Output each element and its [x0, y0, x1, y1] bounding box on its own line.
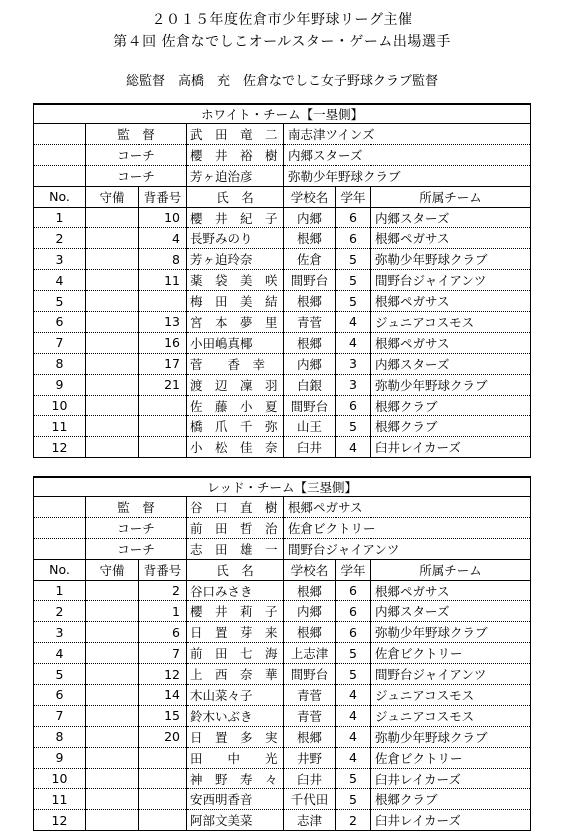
player-position: [86, 374, 139, 395]
player-name: 菅 香 幸: [187, 353, 284, 374]
player-row: [34, 353, 531, 374]
player-grade: 5: [336, 416, 371, 437]
player-name: 日 置 多 実: [187, 726, 284, 747]
staff-role: コーチ: [86, 517, 187, 538]
player-row: [34, 416, 531, 437]
player-row: [34, 312, 531, 333]
white-team-table: [33, 103, 531, 458]
staff-spacer: [34, 165, 86, 186]
player-school: 間野台: [284, 270, 336, 291]
player-team: 佐倉ビクトリー: [371, 747, 531, 768]
player-position: [86, 395, 139, 416]
player-row: [34, 395, 531, 416]
player-name: 櫻 井 紀 子: [187, 207, 284, 228]
player-grade: 4: [336, 685, 371, 706]
staff-team: 佐倉ビクトリー: [284, 517, 531, 538]
player-team: 臼井レイカーズ: [371, 768, 531, 789]
player-name: 薬 袋 美 咲: [187, 270, 284, 291]
player-row: [34, 643, 531, 664]
player-school: 根郷: [284, 291, 336, 312]
player-school: 千代田: [284, 789, 336, 810]
staff-name: 芳ヶ迫治彦: [187, 165, 284, 186]
player-school: 佐倉: [284, 249, 336, 270]
player-uniform-number: 12: [139, 664, 187, 685]
general-director: 総監督 高橋 充 佐倉なでしこ女子野球クラブ監督: [125, 74, 438, 89]
player-no: 3: [34, 622, 86, 643]
player-row: [34, 374, 531, 395]
player-position: [86, 747, 139, 768]
player-name: 阿部文美菜: [187, 810, 284, 831]
team-title: ホワイト・チーム【一塁側】: [34, 104, 531, 124]
player-uniform-number: 13: [139, 312, 187, 333]
player-name: 櫻 井 莉 子: [187, 601, 284, 622]
player-grade: 6: [336, 580, 371, 601]
player-uniform-number: [139, 395, 187, 416]
staff-name: 前 田 哲 治: [187, 517, 284, 538]
player-team: 間野台ジャイアンツ: [371, 270, 531, 291]
player-team: 弥勒少年野球クラブ: [371, 726, 531, 747]
player-school: 根郷: [284, 726, 336, 747]
player-no: 2: [34, 601, 86, 622]
player-school: 青菅: [284, 705, 336, 726]
player-school: 間野台: [284, 664, 336, 685]
player-uniform-number: 11: [139, 270, 187, 291]
staff-row: [34, 165, 531, 186]
staff-spacer: [34, 144, 86, 165]
player-grade: 5: [336, 270, 371, 291]
player-uniform-number: 14: [139, 685, 187, 706]
staff-role: 監 督: [86, 497, 187, 518]
player-grade: 5: [336, 789, 371, 810]
player-uniform-number: 6: [139, 622, 187, 643]
staff-role: コーチ: [86, 144, 187, 165]
player-uniform-number: 7: [139, 643, 187, 664]
player-uniform-number: [139, 416, 187, 437]
player-no: 5: [34, 664, 86, 685]
player-uniform-number: 15: [139, 705, 187, 726]
player-uniform-number: [139, 810, 187, 831]
player-position: [86, 291, 139, 312]
column-header: 学年: [336, 186, 371, 207]
column-header: 守備: [86, 186, 139, 207]
player-position: [86, 270, 139, 291]
player-school: 井野: [284, 747, 336, 768]
player-position: [86, 789, 139, 810]
player-no: 4: [34, 270, 86, 291]
player-position: [86, 207, 139, 228]
player-grade: 3: [336, 353, 371, 374]
player-row: [34, 580, 531, 601]
column-header: 氏 名: [187, 186, 284, 207]
player-grade: 6: [336, 601, 371, 622]
player-school: 志津: [284, 810, 336, 831]
player-no: 8: [34, 726, 86, 747]
player-row: [34, 622, 531, 643]
player-row: [34, 601, 531, 622]
player-position: [86, 601, 139, 622]
player-position: [86, 768, 139, 789]
player-grade: 4: [336, 437, 371, 458]
player-no: 5: [34, 291, 86, 312]
player-no: 1: [34, 207, 86, 228]
player-name: 宮 本 夢 里: [187, 312, 284, 333]
player-school: 臼井: [284, 437, 336, 458]
staff-row: [34, 124, 531, 145]
staff-name: 武 田 竜 二: [187, 124, 284, 145]
player-row: [34, 207, 531, 228]
player-uniform-number: [139, 291, 187, 312]
staff-team: 根郷ペガサス: [284, 497, 531, 518]
player-uniform-number: [139, 789, 187, 810]
player-position: [86, 332, 139, 353]
player-position: [86, 705, 139, 726]
player-position: [86, 810, 139, 831]
staff-spacer: [34, 517, 86, 538]
player-position: [86, 312, 139, 333]
player-grade: 4: [336, 726, 371, 747]
staff-role: コーチ: [86, 165, 187, 186]
player-team: 根郷クラブ: [371, 789, 531, 810]
player-grade: 6: [336, 207, 371, 228]
player-name: 安西明香音: [187, 789, 284, 810]
player-no: 3: [34, 249, 86, 270]
column-header: 学校名: [284, 559, 336, 580]
player-name: 橋 爪 千 弥: [187, 416, 284, 437]
column-header: 氏 名: [187, 559, 284, 580]
player-no: 11: [34, 789, 86, 810]
player-grade: 5: [336, 664, 371, 685]
player-name: 小 松 佳 奈: [187, 437, 284, 458]
player-row: [34, 768, 531, 789]
player-no: 6: [34, 685, 86, 706]
player-no: 8: [34, 353, 86, 374]
player-position: [86, 664, 139, 685]
team-title-row: [34, 477, 531, 497]
staff-name: 志 田 雄 一: [187, 538, 284, 559]
player-team: 根郷クラブ: [371, 395, 531, 416]
staff-row: [34, 538, 531, 559]
player-position: [86, 437, 139, 458]
column-header-row: [34, 559, 531, 580]
player-row: [34, 291, 531, 312]
player-name: 谷口みさき: [187, 580, 284, 601]
column-header: 背番号: [139, 186, 187, 207]
player-uniform-number: 2: [139, 580, 187, 601]
player-school: 間野台: [284, 395, 336, 416]
player-school: 臼井: [284, 768, 336, 789]
player-school: 根郷: [284, 228, 336, 249]
player-uniform-number: 17: [139, 353, 187, 374]
column-header: 所属チーム: [371, 186, 531, 207]
player-uniform-number: [139, 437, 187, 458]
player-row: [34, 685, 531, 706]
player-position: [86, 353, 139, 374]
player-uniform-number: 21: [139, 374, 187, 395]
player-grade: 4: [336, 312, 371, 333]
staff-team: 間野台ジャイアンツ: [284, 538, 531, 559]
player-no: 11: [34, 416, 86, 437]
staff-row: [34, 497, 531, 518]
player-school: 青菅: [284, 312, 336, 333]
player-grade: 4: [336, 705, 371, 726]
player-team: 内郷スターズ: [371, 353, 531, 374]
player-uniform-number: 20: [139, 726, 187, 747]
column-header: 守備: [86, 559, 139, 580]
player-row: [34, 270, 531, 291]
player-no: 2: [34, 228, 86, 249]
player-name: 日 置 芽 来: [187, 622, 284, 643]
player-uniform-number: [139, 768, 187, 789]
player-team: ジュニアコスモス: [371, 705, 531, 726]
player-team: 根郷ペガサス: [371, 332, 531, 353]
column-header: No.: [34, 186, 86, 207]
player-school: 青菅: [284, 685, 336, 706]
player-row: [34, 789, 531, 810]
player-name: 梅 田 美 結: [187, 291, 284, 312]
player-position: [86, 228, 139, 249]
player-name: 小田嶋真椰: [187, 332, 284, 353]
player-no: 10: [34, 395, 86, 416]
player-team: 根郷ペガサス: [371, 228, 531, 249]
player-grade: 4: [336, 747, 371, 768]
player-row: [34, 332, 531, 353]
player-no: 12: [34, 810, 86, 831]
player-grade: 4: [336, 332, 371, 353]
player-school: 根郷: [284, 622, 336, 643]
player-uniform-number: 4: [139, 228, 187, 249]
player-position: [86, 580, 139, 601]
player-uniform-number: 8: [139, 249, 187, 270]
player-name: 上 西 奈 華: [187, 664, 284, 685]
player-school: 白銀: [284, 374, 336, 395]
team-title-row: [34, 104, 531, 124]
player-team: 間野台ジャイアンツ: [371, 664, 531, 685]
player-grade: 5: [336, 249, 371, 270]
red-team-table: [33, 476, 531, 831]
player-uniform-number: [139, 747, 187, 768]
player-team: ジュニアコスモス: [371, 312, 531, 333]
player-grade: 2: [336, 810, 371, 831]
player-no: 6: [34, 312, 86, 333]
player-school: 根郷: [284, 580, 336, 601]
staff-team: 内郷スターズ: [284, 144, 531, 165]
staff-spacer: [34, 497, 86, 518]
player-school: 内郷: [284, 353, 336, 374]
column-header-row: [34, 186, 531, 207]
staff-spacer: [34, 124, 86, 145]
player-uniform-number: 1: [139, 601, 187, 622]
staff-role: 監 督: [86, 124, 187, 145]
player-no: 9: [34, 374, 86, 395]
staff-name: 櫻 井 裕 樹: [187, 144, 284, 165]
player-name: 長野みのり: [187, 228, 284, 249]
player-name: 田 中 光: [187, 747, 284, 768]
player-no: 7: [34, 332, 86, 353]
player-name: 鈴木いぶき: [187, 705, 284, 726]
player-no: 9: [34, 747, 86, 768]
player-grade: 6: [336, 622, 371, 643]
column-header: 所属チーム: [371, 559, 531, 580]
column-header: 背番号: [139, 559, 187, 580]
player-name: 渡 辺 凜 羽: [187, 374, 284, 395]
player-position: [86, 622, 139, 643]
column-header: 学年: [336, 559, 371, 580]
player-team: 内郷スターズ: [371, 601, 531, 622]
player-grade: 6: [336, 395, 371, 416]
player-team: 根郷クラブ: [371, 416, 531, 437]
staff-name: 谷 口 直 樹: [187, 497, 284, 518]
player-school: 山王: [284, 416, 336, 437]
player-name: 木山菜々子: [187, 685, 284, 706]
player-school: 根郷: [284, 332, 336, 353]
player-team: 臼井レイカーズ: [371, 810, 531, 831]
player-team: 弥勒少年野球クラブ: [371, 374, 531, 395]
player-row: [34, 664, 531, 685]
player-grade: 6: [336, 228, 371, 249]
player-no: 10: [34, 768, 86, 789]
player-position: [86, 643, 139, 664]
player-no: 12: [34, 437, 86, 458]
player-uniform-number: 10: [139, 207, 187, 228]
player-grade: 3: [336, 374, 371, 395]
player-name: 芳ヶ迫玲奈: [187, 249, 284, 270]
player-team: 根郷ペガサス: [371, 291, 531, 312]
player-team: ジュニアコスモス: [371, 685, 531, 706]
player-team: 内郷スターズ: [371, 207, 531, 228]
player-position: [86, 249, 139, 270]
player-row: [34, 437, 531, 458]
player-row: [34, 726, 531, 747]
player-team: 佐倉ビクトリー: [371, 643, 531, 664]
player-no: 7: [34, 705, 86, 726]
player-position: [86, 726, 139, 747]
player-uniform-number: 16: [139, 332, 187, 353]
player-position: [86, 685, 139, 706]
player-name: 前 田 七 海: [187, 643, 284, 664]
team-title: レッド・チーム【三塁側】: [34, 477, 531, 497]
player-name: 神 野 寿 々: [187, 768, 284, 789]
staff-spacer: [34, 538, 86, 559]
player-team: 弥勒少年野球クラブ: [371, 622, 531, 643]
player-grade: 5: [336, 768, 371, 789]
player-grade: 5: [336, 291, 371, 312]
title-line-1: ２０１５年度佐倉市少年野球リーグ主催: [151, 12, 413, 28]
player-row: [34, 249, 531, 270]
staff-role: コーチ: [86, 538, 187, 559]
title-line-2: 第４回 佐倉なでしこオールスター・ゲーム出場選手: [113, 34, 451, 50]
player-team: 臼井レイカーズ: [371, 437, 531, 458]
player-row: [34, 705, 531, 726]
staff-team: 弥勒少年野球クラブ: [284, 165, 531, 186]
player-grade: 5: [336, 643, 371, 664]
player-row: [34, 810, 531, 831]
player-school: 上志津: [284, 643, 336, 664]
staff-team: 南志津ツインズ: [284, 124, 531, 145]
player-team: 根郷ペガサス: [371, 580, 531, 601]
player-row: [34, 747, 531, 768]
player-no: 1: [34, 580, 86, 601]
player-name: 佐 藤 小 夏: [187, 395, 284, 416]
staff-row: [34, 517, 531, 538]
column-header: 学校名: [284, 186, 336, 207]
player-school: 内郷: [284, 601, 336, 622]
column-header: No.: [34, 559, 86, 580]
player-row: [34, 228, 531, 249]
player-position: [86, 416, 139, 437]
player-no: 4: [34, 643, 86, 664]
player-school: 内郷: [284, 207, 336, 228]
staff-row: [34, 144, 531, 165]
player-team: 弥勒少年野球クラブ: [371, 249, 531, 270]
